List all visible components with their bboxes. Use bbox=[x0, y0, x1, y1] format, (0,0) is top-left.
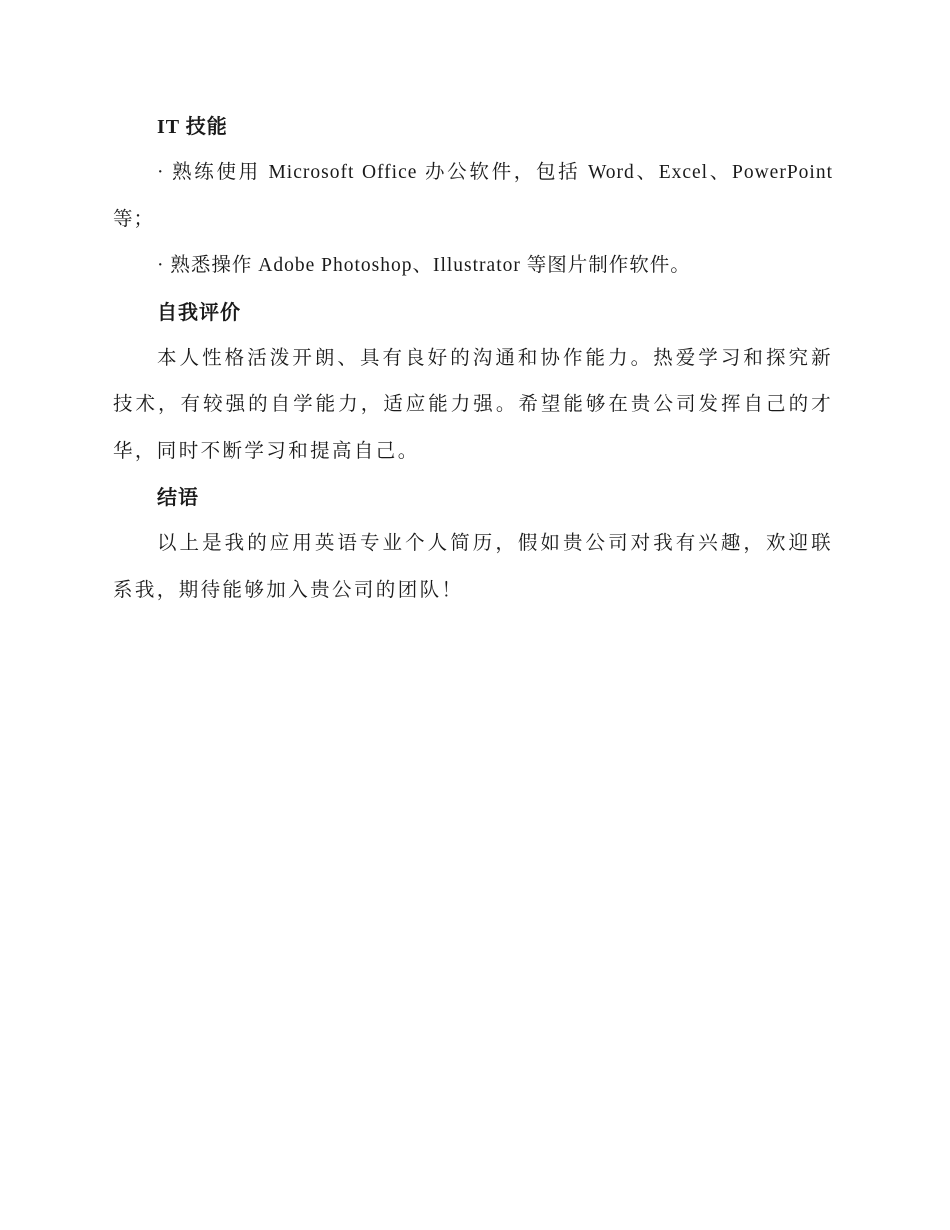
document-body bbox=[113, 104, 833, 614]
self-evaluation-paragraph: 本人性格活泼开朗、具有良好的沟通和协作能力。热爱学习和探究新技术，有较强的自学能力，适应能力强。希望能够在贵公司发挥自己的才华，同时不断学习和提高自己。 bbox=[113, 347, 833, 462]
section-heading-it-skills: IT 技能 bbox=[157, 116, 228, 138]
it-skill-item: · 熟悉操作 Adobe Photoshop、Illustrator 等图片制作软件。 bbox=[157, 255, 691, 276]
section-heading-self-evaluation: 自我评价 bbox=[157, 301, 241, 324]
section-heading-conclusion: 结语 bbox=[157, 487, 199, 509]
conclusion-paragraph: 以上是我的应用英语专业个人简历，假如贵公司对我有兴趣，欢迎联系我，期待能够加入贵公司的团队！ bbox=[113, 533, 833, 601]
it-skill-item: · 熟练使用 Microsoft Office 办公软件，包括 Word、Excel、PowerPoint 等； bbox=[113, 162, 833, 230]
